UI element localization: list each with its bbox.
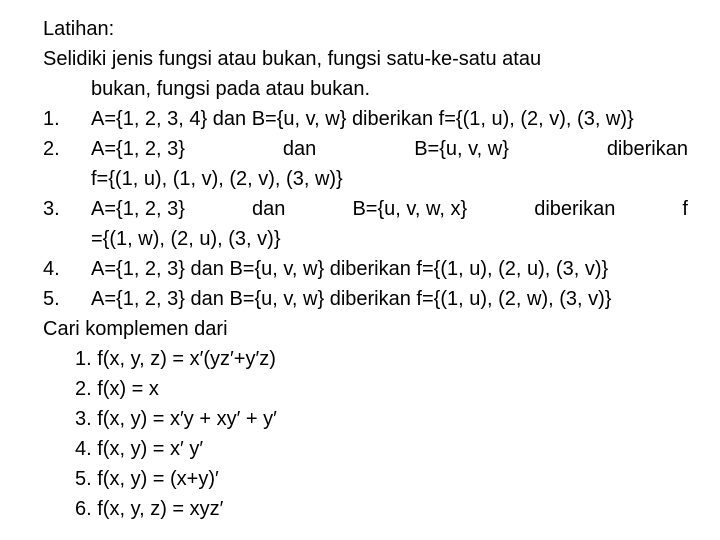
intro-line-1: Selidiki jenis fungsi atau bukan, fungsi satu-ke-satu atau [43, 48, 542, 70]
item-number: 1. [43, 108, 60, 130]
item-part: f [682, 198, 688, 220]
complement-item-4: 4. f(x, y) = x′ y′ [75, 438, 204, 460]
item-part: B={u, v, w, x} [352, 198, 468, 220]
complement-heading: Cari komplemen dari [43, 318, 228, 340]
complement-item-6: 6. f(x, y, z) = xyz′ [75, 498, 224, 520]
item-number: 4. [43, 258, 60, 280]
exercise-item-1 [43, 104, 688, 134]
item-number: 2. [43, 138, 60, 160]
item-part: B={u, v, w} [414, 138, 509, 160]
complement-item-5: 5. f(x, y) = (x+y)′ [75, 468, 219, 490]
item-part: dan [252, 198, 286, 220]
item-part: A={1, 2, 3} [91, 198, 185, 220]
exercise-item-2 [43, 134, 688, 164]
complement-item-3: 3. f(x, y) = x′y + xy′ + y′ [75, 408, 277, 430]
item-part: A={1, 2, 3} [91, 138, 185, 160]
item-3-continuation: ={(1, w), (2, u), (3, v)} [91, 228, 281, 250]
item-text: A={1, 2, 3} dan B={u, v, w} diberikan f={(1, u), (2, u), (3, v)} [91, 258, 609, 280]
exercise-item-5 [43, 284, 688, 314]
item-number: 3. [43, 198, 60, 220]
item-part: diberikan [534, 198, 616, 220]
item-number: 5. [43, 288, 60, 310]
intro-line-2: bukan, fungsi pada atau bukan. [91, 78, 371, 100]
item-text: A={1, 2, 3, 4} dan B={u, v, w} diberikan f={(1, u), (2, v), (3, w)} [91, 108, 634, 130]
exercise-item-4 [43, 254, 688, 284]
exercise-sheet [43, 14, 688, 524]
item-text [91, 194, 688, 224]
exercise-item-3 [43, 194, 688, 224]
item-part: diberikan [606, 138, 688, 160]
page-title: Latihan: [43, 18, 115, 40]
item-text [91, 134, 688, 164]
complement-item-1: 1. f(x, y, z) = x′(yz′+y′z) [75, 348, 276, 370]
item-2-continuation: f={(1, u), (1, v), (2, v), (3, w)} [91, 168, 343, 190]
complement-item-2: 2. f(x) = x [75, 378, 159, 400]
item-part: dan [282, 138, 317, 160]
item-text: A={1, 2, 3} dan B={u, v, w} diberikan f={(1, u), (2, w), (3, v)} [91, 288, 612, 310]
